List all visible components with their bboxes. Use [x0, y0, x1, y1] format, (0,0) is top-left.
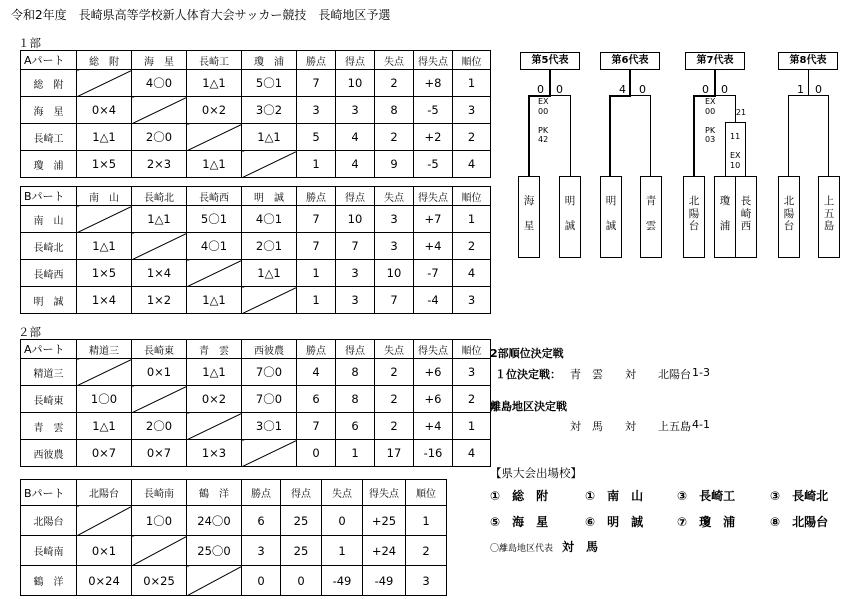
- part-name: Bパート: [21, 187, 77, 206]
- stat-cell: 10: [336, 70, 375, 97]
- stat-cell: 3: [406, 566, 447, 596]
- result-cell: 1×2: [132, 287, 187, 314]
- column-team: 北陽台: [77, 480, 132, 506]
- column-team: 長崎東: [132, 340, 187, 359]
- stat-cell: 0: [281, 566, 322, 596]
- islands-title: 離島地区決定戦: [490, 400, 567, 413]
- diagonal-cell: [132, 536, 187, 566]
- score: 0: [721, 83, 728, 96]
- bracket-line: [693, 95, 695, 177]
- table-row: [21, 70, 491, 97]
- column-team: 長崎工: [187, 51, 242, 70]
- stat-cell: 7: [297, 206, 336, 233]
- stat-cell: 2: [375, 359, 414, 386]
- extra-time-note: 11 EX 10: [730, 132, 741, 170]
- row-team: 長崎東: [21, 386, 77, 413]
- stat-cell: +4: [414, 413, 453, 440]
- league-table: [20, 479, 447, 596]
- result-cell: 1〇0: [77, 386, 132, 413]
- bracket-line: [629, 70, 631, 96]
- bracket-line: [725, 122, 726, 177]
- bracket-line: [528, 95, 530, 177]
- column-team: 瓊 浦: [242, 51, 297, 70]
- result-cell: 5〇1: [242, 70, 297, 97]
- bracket-line: [609, 95, 611, 177]
- score: 4: [619, 83, 626, 96]
- stat-cell: +24: [363, 536, 406, 566]
- stat-cell: 6: [336, 413, 375, 440]
- stat-cell: +6: [414, 359, 453, 386]
- playoff-match: 青 雲 対 北陽台: [570, 368, 691, 381]
- diagonal-cell: [187, 566, 242, 596]
- result-cell: 0×7: [132, 440, 187, 467]
- column-header: 失点: [375, 187, 414, 206]
- row-team: 総 附: [21, 70, 77, 97]
- islands-score: 4-1: [692, 418, 710, 431]
- stat-cell: 3: [297, 97, 336, 124]
- result-cell: 0×7: [77, 440, 132, 467]
- bracket-line: [828, 95, 829, 177]
- bracket-team: 瓊 浦: [714, 176, 736, 258]
- result-cell: 0×25: [132, 566, 187, 596]
- score: 0: [537, 83, 544, 96]
- stat-cell: 2: [375, 386, 414, 413]
- diagonal-cell: [77, 359, 132, 386]
- page-title: 令和2年度 長崎県高等学校新人体育大会サッカー競技 長崎地区予選: [11, 8, 391, 22]
- table-row: [21, 386, 491, 413]
- result-cell: 3〇2: [242, 97, 297, 124]
- stat-cell: +25: [363, 506, 406, 536]
- column-header: 勝点: [242, 480, 281, 506]
- result-cell: 24〇0: [187, 506, 242, 536]
- stat-cell: +4: [414, 233, 453, 260]
- result-cell: 2×3: [132, 151, 187, 178]
- column-team: 精道三: [77, 340, 132, 359]
- column-header: 得点: [281, 480, 322, 506]
- bracket-team: 上 五 島: [818, 176, 840, 258]
- stat-cell: 6: [242, 506, 281, 536]
- bracket-line: [725, 122, 746, 123]
- bracket-line: [808, 70, 809, 96]
- qualifier: ⑧ 北陽台: [770, 515, 829, 529]
- score: 0: [815, 83, 822, 96]
- column-header: 得失点: [414, 51, 453, 70]
- stat-cell: 7: [336, 233, 375, 260]
- island-rep-team: 対 馬: [562, 540, 599, 554]
- stat-cell: 1: [322, 536, 363, 566]
- column-team: 総 附: [77, 51, 132, 70]
- part-name: Aパート: [21, 51, 77, 70]
- score: 0: [702, 83, 709, 96]
- table-row: [21, 440, 491, 467]
- division-1-label: １部: [18, 36, 41, 50]
- score: 0: [556, 83, 563, 96]
- result-cell: 2〇0: [132, 124, 187, 151]
- column-header: 得点: [336, 340, 375, 359]
- result-cell: 0×2: [187, 386, 242, 413]
- stat-cell: +7: [414, 206, 453, 233]
- stat-cell: 6: [297, 386, 336, 413]
- stat-cell: 8: [375, 97, 414, 124]
- table-row: [21, 260, 491, 287]
- stat-cell: -16: [414, 440, 453, 467]
- bracket-line: [788, 95, 829, 96]
- qualifier: ① 総 附: [490, 489, 549, 503]
- rep-8-label: 第8代表: [778, 52, 838, 70]
- qualifier: ③ 長崎工: [677, 489, 736, 503]
- result-cell: 2〇0: [132, 413, 187, 440]
- stat-cell: 2: [406, 536, 447, 566]
- column-header: 得失点: [363, 480, 406, 506]
- qualifiers-title: 【県大会出場校】: [490, 466, 582, 480]
- diagonal-cell: [187, 124, 242, 151]
- stat-cell: 7: [297, 70, 336, 97]
- table-row: [21, 97, 491, 124]
- stat-cell: 2: [375, 70, 414, 97]
- row-team: 明 誠: [21, 287, 77, 314]
- result-cell: 2〇1: [242, 233, 297, 260]
- bracket-line: [788, 95, 789, 177]
- result-cell: 0×1: [77, 536, 132, 566]
- rep-6-label: 第6代表: [600, 52, 660, 70]
- stat-cell: 10: [375, 260, 414, 287]
- column-header: 順位: [453, 51, 491, 70]
- stat-cell: 10: [336, 206, 375, 233]
- stat-cell: 1: [453, 70, 491, 97]
- islands-match: 対 馬 対 上五島: [570, 420, 691, 433]
- diagonal-cell: [132, 386, 187, 413]
- row-team: 西彼農: [21, 440, 77, 467]
- bracket-team: 青 雲: [640, 176, 662, 258]
- stat-cell: 2: [453, 124, 491, 151]
- table-row: [21, 536, 447, 566]
- stat-cell: 8: [336, 386, 375, 413]
- table-row: [21, 124, 491, 151]
- stat-cell: -49: [322, 566, 363, 596]
- stat-cell: 1: [297, 151, 336, 178]
- result-cell: 0×24: [77, 566, 132, 596]
- row-team: 北陽台: [21, 506, 77, 536]
- result-cell: 5〇1: [187, 206, 242, 233]
- column-header: 失点: [375, 51, 414, 70]
- stat-cell: 7: [297, 413, 336, 440]
- stat-cell: 1: [453, 413, 491, 440]
- result-cell: 1△1: [187, 287, 242, 314]
- island-rep-label: 〇離島地区代表: [490, 544, 554, 554]
- bracket-team: 海 星: [518, 176, 540, 258]
- stat-cell: 1: [336, 440, 375, 467]
- playoff-score: 1-3: [692, 366, 710, 379]
- qualifier: ⑤ 海 星: [490, 515, 549, 529]
- result-cell: 1△1: [187, 359, 242, 386]
- row-team: 海 星: [21, 97, 77, 124]
- column-team: 西彼農: [242, 340, 297, 359]
- column-team: 青 雲: [187, 340, 242, 359]
- stat-cell: 7: [297, 233, 336, 260]
- column-team: 長崎西: [187, 187, 242, 206]
- result-cell: 25〇0: [187, 536, 242, 566]
- row-team: 青 雲: [21, 413, 77, 440]
- diagonal-cell: [187, 413, 242, 440]
- stat-cell: +6: [414, 386, 453, 413]
- stat-cell: 2: [375, 124, 414, 151]
- rep-5-label: 第5代表: [520, 52, 580, 70]
- part-name: Bパート: [21, 480, 77, 506]
- result-cell: 1△1: [187, 151, 242, 178]
- table-row: [21, 287, 491, 314]
- bracket-line: [549, 70, 551, 96]
- bracket-line: [570, 95, 571, 177]
- stat-cell: 4: [453, 151, 491, 178]
- stat-cell: +2: [414, 124, 453, 151]
- result-cell: 1△1: [242, 124, 297, 151]
- stat-cell: 2: [453, 386, 491, 413]
- result-cell: 1△1: [132, 206, 187, 233]
- result-cell: 1△1: [242, 260, 297, 287]
- stat-cell: 3: [453, 359, 491, 386]
- diagonal-cell: [132, 97, 187, 124]
- stat-cell: +8: [414, 70, 453, 97]
- column-team: 明 誠: [242, 187, 297, 206]
- stat-cell: 25: [281, 536, 322, 566]
- column-team: 南 山: [77, 187, 132, 206]
- column-team: 鶴 洋: [187, 480, 242, 506]
- stat-cell: 4: [297, 359, 336, 386]
- column-header: 順位: [406, 480, 447, 506]
- result-cell: 1×4: [77, 287, 132, 314]
- stat-cell: 0: [322, 506, 363, 536]
- stat-cell: 9: [375, 151, 414, 178]
- result-cell: 0×4: [77, 97, 132, 124]
- stat-cell: 1: [297, 287, 336, 314]
- stat-cell: 3: [453, 97, 491, 124]
- stat-cell: 3: [375, 233, 414, 260]
- qualifier: ① 南 山: [585, 489, 644, 503]
- diagonal-cell: [77, 506, 132, 536]
- extra-time-note: EX 00 PK 03: [705, 97, 716, 144]
- stat-cell: 4: [336, 151, 375, 178]
- stat-cell: 3: [336, 97, 375, 124]
- column-header: 失点: [322, 480, 363, 506]
- row-team: 瓊 浦: [21, 151, 77, 178]
- result-cell: 1△1: [187, 70, 242, 97]
- stat-cell: 1: [297, 260, 336, 287]
- score: 0: [639, 83, 646, 96]
- stat-cell: 7: [375, 287, 414, 314]
- stat-cell: 3: [336, 287, 375, 314]
- stat-cell: 17: [375, 440, 414, 467]
- row-team: 長崎南: [21, 536, 77, 566]
- extra-time-note: EX 00 PK 42: [538, 97, 549, 144]
- qualifier: ⑥ 明 誠: [585, 515, 644, 529]
- column-header: 得失点: [414, 187, 453, 206]
- row-team: 精道三: [21, 359, 77, 386]
- stat-cell: -4: [414, 287, 453, 314]
- division-2-label: ２部: [18, 325, 41, 339]
- column-header: 失点: [375, 340, 414, 359]
- table-row: [21, 151, 491, 178]
- stat-cell: 5: [297, 124, 336, 151]
- result-cell: 4〇1: [242, 206, 297, 233]
- stat-cell: -5: [414, 97, 453, 124]
- stat-cell: 2: [453, 233, 491, 260]
- league-table: [20, 339, 491, 467]
- stat-cell: 3: [453, 287, 491, 314]
- row-team: 長崎北: [21, 233, 77, 260]
- stat-cell: 25: [281, 506, 322, 536]
- stat-cell: 1: [453, 206, 491, 233]
- row-team: 南 山: [21, 206, 77, 233]
- result-cell: 1×3: [187, 440, 242, 467]
- playoff-title: 2部順位決定戦: [490, 347, 564, 360]
- column-header: 得点: [336, 51, 375, 70]
- part-name: Aパート: [21, 340, 77, 359]
- result-cell: 7〇0: [242, 359, 297, 386]
- stat-cell: 3: [242, 536, 281, 566]
- result-cell: 1×5: [77, 260, 132, 287]
- table-row: [21, 566, 447, 596]
- playoff-match-label: １位決定戦：: [495, 368, 561, 381]
- column-header: 順位: [453, 340, 491, 359]
- stat-cell: 0: [242, 566, 281, 596]
- result-cell: 1×4: [132, 260, 187, 287]
- bracket-team: 北 陽 台: [778, 176, 800, 258]
- stat-cell: -5: [414, 151, 453, 178]
- column-header: 得失点: [414, 340, 453, 359]
- result-cell: 1〇0: [132, 506, 187, 536]
- row-team: 長崎工: [21, 124, 77, 151]
- diagonal-cell: [77, 70, 132, 97]
- bracket-team: 明 誠: [600, 176, 622, 258]
- result-cell: 0×1: [132, 359, 187, 386]
- row-team: 長崎西: [21, 260, 77, 287]
- result-cell: 4〇1: [187, 233, 242, 260]
- table-row: [21, 506, 447, 536]
- result-cell: 1△1: [77, 233, 132, 260]
- column-team: 長崎南: [132, 480, 187, 506]
- bracket-line: [650, 95, 651, 177]
- stat-cell: -7: [414, 260, 453, 287]
- bracket-line: [745, 122, 746, 177]
- result-cell: 1△1: [77, 124, 132, 151]
- result-cell: 1×5: [77, 151, 132, 178]
- stat-cell: 8: [336, 359, 375, 386]
- diagonal-cell: [77, 206, 132, 233]
- score: 1: [797, 83, 804, 96]
- stat-cell: -49: [363, 566, 406, 596]
- league-table: [20, 186, 491, 314]
- stat-cell: 1: [406, 506, 447, 536]
- stat-cell: 0: [297, 440, 336, 467]
- table-row: [21, 359, 491, 386]
- qualifier: ③ 長崎北: [770, 489, 829, 503]
- row-team: 鶴 洋: [21, 566, 77, 596]
- result-cell: 7〇0: [242, 386, 297, 413]
- stat-cell: 4: [453, 260, 491, 287]
- column-header: 勝点: [297, 340, 336, 359]
- column-header: 得点: [336, 187, 375, 206]
- result-cell: 1△1: [77, 413, 132, 440]
- column-header: 勝点: [297, 51, 336, 70]
- stat-cell: 2: [375, 413, 414, 440]
- stat-cell: 3: [336, 260, 375, 287]
- table-row: [21, 413, 491, 440]
- league-table: [20, 50, 491, 178]
- column-team: 海 星: [132, 51, 187, 70]
- diagonal-cell: [132, 233, 187, 260]
- result-cell: 0×2: [187, 97, 242, 124]
- column-header: 順位: [453, 187, 491, 206]
- inner-score: 21: [735, 108, 747, 117]
- bracket-team: 明 誠: [559, 176, 581, 258]
- bracket-team: 北 陽 台: [683, 176, 705, 258]
- column-team: 長崎北: [132, 187, 187, 206]
- rep-7-label: 第7代表: [685, 52, 745, 70]
- bracket-team: 長 崎 西: [735, 176, 757, 258]
- stat-cell: 4: [336, 124, 375, 151]
- diagonal-cell: [242, 287, 297, 314]
- qualifier: ⑦ 瓊 浦: [677, 515, 736, 529]
- result-cell: 3〇1: [242, 413, 297, 440]
- diagonal-cell: [242, 151, 297, 178]
- stat-cell: 4: [453, 440, 491, 467]
- column-header: 勝点: [297, 187, 336, 206]
- result-cell: 4〇0: [132, 70, 187, 97]
- diagonal-cell: [242, 440, 297, 467]
- bracket-line: [714, 70, 716, 96]
- table-row: [21, 206, 491, 233]
- table-row: [21, 233, 491, 260]
- diagonal-cell: [187, 260, 242, 287]
- stat-cell: 3: [375, 206, 414, 233]
